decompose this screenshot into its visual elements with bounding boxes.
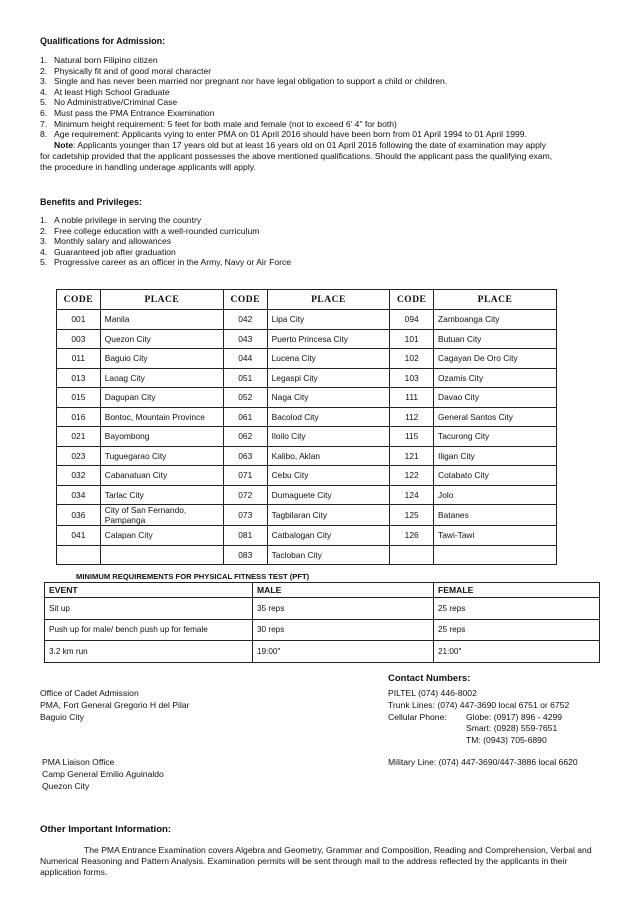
code-cell: 041: [57, 526, 101, 546]
column-header: PLACE: [434, 290, 557, 310]
code-cell: 063: [223, 446, 267, 466]
benefits-item: [40, 215, 291, 226]
table-row: [57, 368, 557, 388]
pft-cell: 25 reps: [434, 598, 600, 620]
place-cell: Zamboanga City: [434, 310, 557, 330]
place-cell: [100, 545, 223, 565]
code-cell: 043: [223, 329, 267, 349]
pft-row: [45, 641, 600, 663]
column-header: PLACE: [100, 290, 223, 310]
cellular-label: Cellular Phone:: [388, 711, 447, 722]
code-cell: 122: [390, 466, 434, 486]
qualifications-item-number: 5.: [40, 97, 48, 108]
place-cell: Laoag City: [100, 368, 223, 388]
qualifications-item-number: 4.: [40, 86, 48, 97]
qualifications-item-number: 7.: [40, 118, 48, 129]
pft-cell: 3.2 km run: [45, 641, 253, 663]
code-cell: 061: [223, 407, 267, 427]
globe-number: Globe: (0917) 896 - 4299: [466, 711, 563, 722]
code-cell: 124: [390, 485, 434, 505]
benefits-item-text: Progressive career as an officer in the Army, Navy or Air Force: [54, 257, 292, 268]
pft-cell: 35 reps: [253, 598, 434, 620]
place-cell: Tagbilaran City: [267, 505, 390, 526]
code-cell: 073: [223, 505, 267, 526]
pft-table: [44, 582, 600, 663]
pft-cell: 19:00": [253, 641, 434, 663]
benefits-item: [40, 236, 291, 247]
table-row: [57, 349, 557, 369]
column-header: CODE: [223, 290, 267, 310]
code-cell: 062: [223, 427, 267, 447]
table-row: [57, 329, 557, 349]
place-cell: Naga City: [267, 388, 390, 408]
code-cell: 125: [390, 505, 434, 526]
code-cell: 126: [390, 526, 434, 546]
code-cell: [57, 545, 101, 565]
qualifications-item: [40, 129, 527, 140]
column-header: CODE: [390, 290, 434, 310]
code-cell: 036: [57, 505, 101, 526]
benefits-title: Benefits and Privileges:: [40, 197, 143, 207]
address-line: Quezon City: [42, 780, 90, 791]
qualifications-item-number: 6.: [40, 107, 48, 118]
place-cell: Ozamis City: [434, 368, 557, 388]
qualifications-item-text: Natural born Filipino citizen: [54, 55, 158, 65]
place-cell: Jolo: [434, 485, 557, 505]
code-cell: 071: [223, 466, 267, 486]
place-cell: [434, 545, 557, 565]
table-row: [57, 485, 557, 505]
place-cell: Tacurong City: [434, 427, 557, 447]
cellular-row: [388, 712, 569, 724]
note-line-2: for cadetship provided that the applicant possesses the above mentioned qualifications. Should the applicant pass the qualifying exam,: [40, 151, 553, 161]
trunk-lines: Trunk Lines: (074) 447-3690 local 6751 or 6752: [388, 699, 570, 710]
address-line: PMA Liaison Office: [42, 757, 115, 767]
code-cell: 034: [57, 485, 101, 505]
pft-column-header: MALE: [253, 583, 434, 598]
pft-cell: 30 reps: [253, 619, 434, 641]
place-cell: Legaspi City: [267, 368, 390, 388]
code-cell: 021: [57, 427, 101, 447]
address-line: Baguio City: [40, 711, 84, 722]
place-cell: General Santos City: [434, 407, 557, 427]
table-row: [57, 466, 557, 486]
code-cell: 103: [390, 368, 434, 388]
code-cell: 016: [57, 407, 101, 427]
place-cell: Cagayan De Oro City: [434, 349, 557, 369]
place-cell: Kalibo, Aklan: [267, 446, 390, 466]
table-row: [57, 388, 557, 408]
address-line: Office of Cadet Admission: [40, 688, 139, 698]
benefits-item-number: 1.: [40, 215, 48, 225]
place-cell: Cotabato City: [434, 466, 557, 486]
code-cell: 023: [57, 446, 101, 466]
benefits-item-text: Monthly salary and allowances: [54, 236, 172, 247]
place-cell: Bacolod City: [267, 407, 390, 427]
code-cell: 072: [223, 485, 267, 505]
pft-column-header: FEMALE: [434, 583, 600, 598]
code-cell: 111: [390, 388, 434, 408]
phone-block: [388, 688, 569, 747]
qualifications-item-number: 8.: [40, 129, 48, 140]
code-cell: 001: [57, 310, 101, 330]
place-cell: Tawi-Tawi: [434, 526, 557, 546]
qualifications-item: [40, 87, 527, 98]
note-line-3: the procedure in handling underage applicants will apply.: [40, 162, 256, 172]
code-cell: 083: [223, 545, 267, 565]
pft-header-row: [45, 583, 600, 598]
table-row: [57, 526, 557, 546]
pft-cell: Push up for male/ bench push up for female: [45, 619, 253, 641]
benefits-item-number: 4.: [40, 246, 48, 257]
other-info-title: Other Important Information:: [40, 824, 172, 835]
qualifications-item: [40, 76, 527, 87]
other-info-body: The PMA Entrance Examination covers Algebra and Geometry, Grammar and Composition, Reading and Comprehension, Verbal and Numerical Reasoning and Pattern Analysis. Examination permits will be sent through mail to the address reflected by the applicants in their application forms.: [40, 845, 592, 877]
qualifications-item: [40, 119, 527, 130]
place-cell: Tacloban City: [267, 545, 390, 565]
place-cell: Bontoc, Mountain Province: [100, 407, 223, 427]
place-cell: Iligan City: [434, 446, 557, 466]
exam-center-codes-table: [56, 289, 557, 565]
column-header: CODE: [57, 290, 101, 310]
code-cell: 081: [223, 526, 267, 546]
place-cell: Catbalogan City: [267, 526, 390, 546]
note-line-1: : Applicants younger than 17 years old but at least 16 years old on 01 April 2016 following the date of examination may apply: [73, 140, 547, 150]
place-cell: Batanes: [434, 505, 557, 526]
code-cell: 101: [390, 329, 434, 349]
pft-cell: Sit up: [45, 598, 253, 620]
table-row: [57, 427, 557, 447]
table-row: [57, 310, 557, 330]
pft-title: MINIMUM REQUIREMENTS FOR PHYSICAL FITNESS TEST (PFT): [76, 572, 310, 581]
place-cell: Dagupan City: [100, 388, 223, 408]
pft-cell: 25 reps: [434, 619, 600, 641]
benefits-item: [40, 226, 291, 237]
column-header: PLACE: [267, 290, 390, 310]
qualifications-item-number: 1.: [40, 55, 48, 65]
cadet-admission-address: [40, 688, 190, 723]
code-cell: 042: [223, 310, 267, 330]
code-cell: 051: [223, 368, 267, 388]
note-label: Note: [54, 140, 74, 150]
code-cell: 032: [57, 466, 101, 486]
military-line: Military Line: (074) 447-3690/447-3886 local 6620: [388, 757, 578, 767]
tm-number: TM: (0943) 705-6890: [466, 735, 547, 746]
piltel-number: PILTEL (074) 446-8002: [388, 688, 477, 698]
code-cell: 052: [223, 388, 267, 408]
qualifications-item: [40, 55, 527, 66]
table-row: [57, 545, 557, 565]
place-cell: Tuguegarao City: [100, 446, 223, 466]
benefits-item-text: Guaranteed job after graduation: [54, 246, 176, 257]
place-cell: City of San Fernando, Pampanga: [100, 505, 223, 526]
code-cell: 013: [57, 368, 101, 388]
place-cell: Manila: [100, 310, 223, 330]
place-cell: Cabanatuan City: [100, 466, 223, 486]
code-cell: 115: [390, 427, 434, 447]
qualifications-item-text: Must pass the PMA Entrance Examination: [54, 107, 215, 118]
code-cell: 015: [57, 388, 101, 408]
code-cell: 112: [390, 407, 434, 427]
qualifications-title: Qualifications for Admission:: [40, 36, 166, 46]
qualifications-item: [40, 66, 527, 77]
place-cell: Quezon City: [100, 329, 223, 349]
table-row: [57, 505, 557, 526]
qualifications-item-number: 3.: [40, 76, 48, 87]
qualifications-item-text: Single and has never been married nor pregnant nor have legal obligation to support a child or children.: [54, 76, 448, 87]
pft-cell: 21:00": [434, 641, 600, 663]
liaison-office-address: [42, 757, 164, 792]
code-cell: 102: [390, 349, 434, 369]
place-cell: Tarlac City: [100, 485, 223, 505]
qualifications-item-text: Minimum height requirement: 5 feet for both male and female (not to exceed 6' 4" for both): [54, 118, 397, 129]
smart-number: Smart: (0928) 559-7651: [466, 723, 558, 734]
place-cell: Davao City: [434, 388, 557, 408]
benefits-item-number: 5.: [40, 257, 48, 268]
pft-column-header: EVENT: [45, 583, 253, 598]
code-cell: 011: [57, 349, 101, 369]
place-cell: Baguio City: [100, 349, 223, 369]
benefits-item-number: 2.: [40, 225, 48, 236]
place-cell: Puerto Princesa City: [267, 329, 390, 349]
code-cell: 121: [390, 446, 434, 466]
contact-numbers-title: Contact Numbers:: [388, 673, 471, 684]
qualifications-item-text: No Administrative/Criminal Case: [54, 97, 178, 108]
codes-header-row: [57, 290, 557, 310]
code-cell: [390, 545, 434, 565]
benefits-item-text: Free college education with a well-rounded curriculum: [54, 225, 260, 236]
pft-row: [45, 598, 600, 620]
benefits-item: [40, 247, 291, 258]
code-cell: 003: [57, 329, 101, 349]
qualifications-item-number: 2.: [40, 65, 48, 76]
place-cell: Dumaguete City: [267, 485, 390, 505]
pft-row: [45, 619, 600, 641]
qualifications-item-text: Age requirement: Applicants vying to enter PMA on 01 April 2016 should have been born from 01 April 1994 to 01 April 1999.: [54, 129, 527, 140]
place-cell: Lucena City: [267, 349, 390, 369]
place-cell: Lipa City: [267, 310, 390, 330]
code-cell: 094: [390, 310, 434, 330]
qualifications-list: [40, 55, 527, 140]
qualifications-note: [54, 140, 546, 151]
benefits-item-text: A noble privilege in serving the country: [54, 215, 202, 225]
benefits-item-number: 3.: [40, 236, 48, 247]
benefits-item: [40, 257, 291, 268]
qualifications-item-text: At least High School Graduate: [54, 86, 170, 97]
place-cell: Calapan City: [100, 526, 223, 546]
place-cell: Bayombong: [100, 427, 223, 447]
qualifications-item: [40, 108, 527, 119]
address-line: Camp General Emilio Aguinaldo: [42, 768, 164, 779]
qualifications-item: [40, 97, 527, 108]
table-row: [57, 407, 557, 427]
place-cell: Cebu City: [267, 466, 390, 486]
code-cell: 044: [223, 349, 267, 369]
qualifications-item-text: Physically fit and of good moral character: [54, 65, 212, 76]
place-cell: Butuan City: [434, 329, 557, 349]
table-row: [57, 446, 557, 466]
place-cell: Iloilo City: [267, 427, 390, 447]
benefits-list: [40, 215, 291, 268]
address-line: PMA, Fort General Gregorio H del Pilar: [40, 699, 190, 710]
